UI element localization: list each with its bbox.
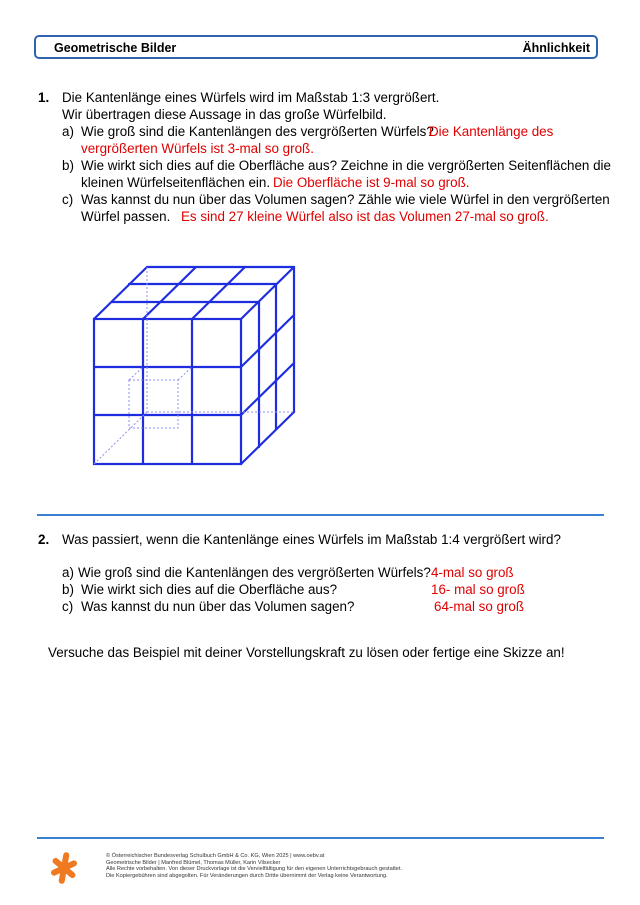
footer-divider xyxy=(37,837,604,839)
page-header xyxy=(34,35,598,59)
q1-line2: Wir übertragen diese Aussage in das große Würfelbild. xyxy=(62,107,387,122)
q1b-label: b) xyxy=(62,158,74,173)
q2a-answer: 4-mal so groß xyxy=(431,565,514,580)
publisher-logo-icon xyxy=(50,852,78,884)
q2b-answer: 16- mal so groß xyxy=(431,582,525,597)
q2c-answer: 64-mal so groß xyxy=(434,599,525,614)
q1-line1: Die Kantenlänge eines Würfels wird im Maßstab 1:3 vergrößert. xyxy=(62,90,440,105)
footer-line-4: Die Kopiergebühren sind abgegolten. Für Veränderungen durch Dritte übernimmt der Verlag keine Verantwortung. xyxy=(106,872,388,879)
header-title: Geometrische Bilder xyxy=(54,41,177,55)
q2b-label: b) xyxy=(62,582,74,597)
header-topic: Ähnlichkeit xyxy=(522,41,590,55)
q1b-answer: Die Oberfläche ist 9-mal so groß. xyxy=(273,175,470,190)
footer-line-2: Geometrische Bilder | Manfred Blümel, Thomas Müller, Karin Vilsecker xyxy=(106,859,281,866)
q1a-label: a) xyxy=(62,124,74,139)
footer-line-1: © Österreichischer Bundesverlag Schulbuch GmbH & Co. KG, Wien 2025 | www.oebv.at xyxy=(106,853,325,859)
q2c-label: c) xyxy=(62,599,74,614)
q1c-question-2: Würfel passen. xyxy=(81,209,171,224)
q1c-question-1: Was kannst du nun über das Volumen sagen? Zähle wie viele Würfel in den vergrößerten xyxy=(81,192,610,207)
q2-line1: Was passiert, wenn die Kantenlänge eines Würfels im Maßstab 1:4 vergrößert wird? xyxy=(62,532,561,547)
q1c-answer: Es sind 27 kleine Würfel also ist das Volumen 27-mal so groß. xyxy=(181,209,549,224)
q2a-label: a) xyxy=(62,565,74,580)
cube-drawing xyxy=(88,262,308,472)
q1a-answer-2: vergrößerten Würfels ist 3-mal so groß. xyxy=(81,141,314,156)
q1c-label: c) xyxy=(62,192,74,207)
section-divider xyxy=(37,514,604,516)
footer-text xyxy=(106,853,402,879)
q2a-question: Wie groß sind die Kantenlängen des vergrößerten Würfels? xyxy=(78,565,431,580)
q1a-answer-1: Die Kantenlänge des xyxy=(429,124,554,139)
q1a-question: Wie groß sind die Kantenlängen des vergrößerten Würfels? xyxy=(81,124,434,139)
footer-line-3: Alle Rechte vorbehalten. Von dieser Druckvorlage ist die Vervielfältigung für den eigenen Unterrichtsgebrauch gestattet. xyxy=(106,866,403,873)
q2-number: 2. xyxy=(38,532,50,547)
q2c-question: Was kannst du nun über das Volumen sagen? xyxy=(81,599,355,614)
q1-number: 1. xyxy=(38,90,50,105)
q1b-question-1: Wie wirkt sich dies auf die Oberfläche aus? Zeichne in die vergrößerten Seitenflächen die xyxy=(81,158,611,173)
cube-front-face xyxy=(94,319,241,464)
q1b-question-2: kleinen Würfelseitenflächen ein. xyxy=(81,175,271,190)
q2b-question: Wie wirkt sich dies auf die Oberfläche aus? xyxy=(81,582,338,597)
q2-note: Versuche das Beispiel mit deiner Vorstellungskraft zu lösen oder fertige eine Skizze an! xyxy=(48,645,565,660)
